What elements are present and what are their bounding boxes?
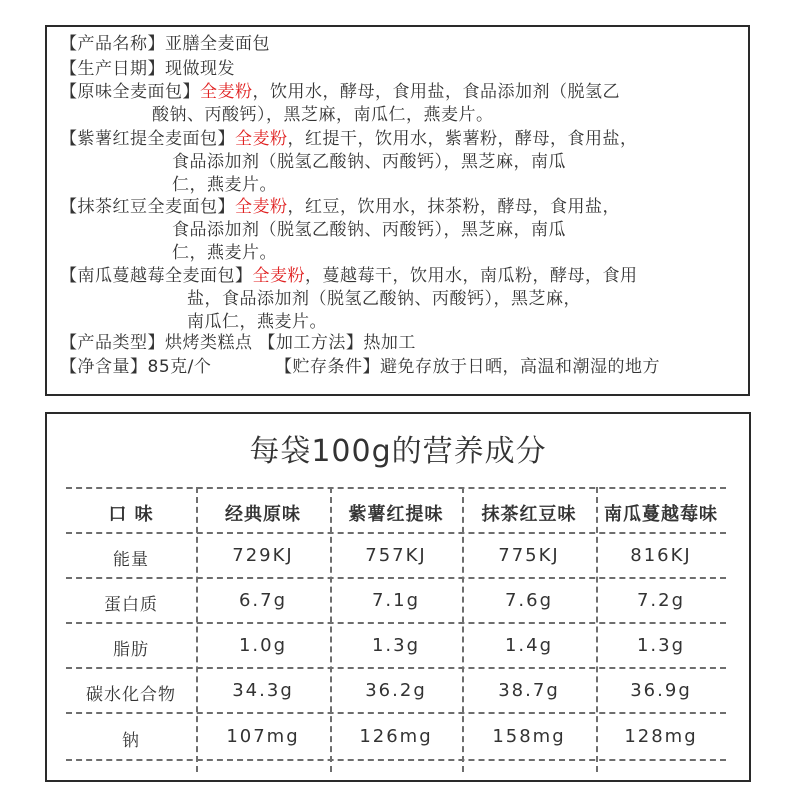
ingredients-text: 仁，燕麦片。 (172, 175, 277, 195)
table-divider (66, 532, 726, 534)
table-cell: 7.6g (504, 590, 554, 611)
highlight-text: 全麦粉 (235, 129, 288, 149)
table-cell: 729KJ (232, 545, 294, 566)
table-cell: 7.1g (371, 590, 421, 611)
row-label: 碳水化合物 (86, 685, 176, 705)
pumpkin-ingredients-line (60, 266, 638, 286)
ingredients-text: 仁，燕麦片。 (172, 243, 277, 263)
table-header: 南瓜蔓越莓味 (604, 504, 718, 525)
highlight-text: 全麦粉 (200, 82, 253, 102)
ingredients-text: ，蔓越莓干，饮用水，南瓜粉，酵母，食用 (305, 266, 638, 286)
ingredients-text: ，红提干，饮用水，紫薯粉，酵母，食用盐， (287, 129, 638, 149)
matcha-ingredients-line (60, 197, 620, 217)
storage-conditions: 【贮存条件】避免存放于日晒，高温和潮湿的地方 (275, 357, 660, 377)
net-content: 【净含量】85克/个 (60, 357, 212, 377)
variant-label: 【抹茶红豆全麦面包】 (60, 197, 235, 217)
nutrition-title: 每袋100g的营养成分 (249, 434, 547, 469)
table-header: 抹茶红豆味 (481, 504, 577, 525)
ingredients-text: 食品添加剂（脱氢乙酸钠、丙酸钙），黑芝麻，南瓜 (172, 152, 566, 172)
table-header: 紫薯红提味 (348, 504, 444, 525)
table-cell: 816KJ (630, 545, 692, 566)
table-cell: 36.9g (630, 680, 692, 701)
production-date: 【生产日期】现做现发 (60, 59, 235, 79)
ingredients-text: 食品添加剂（脱氢乙酸钠、丙酸钙），黑芝麻，南瓜 (172, 220, 566, 240)
table-cell: 107mg (226, 726, 300, 747)
variant-label: 【紫薯红提全麦面包】 (60, 129, 235, 149)
ingredients-text: 盐，食品添加剂（脱氢乙酸钠、丙酸钙），黑芝麻， (187, 289, 581, 309)
row-label: 蛋白质 (104, 595, 158, 615)
variant-label: 【南瓜蔓越莓全麦面包】 (60, 266, 253, 286)
highlight-text: 全麦粉 (235, 197, 288, 217)
table-divider (66, 577, 726, 579)
table-cell: 1.3g (636, 635, 686, 656)
variant-label: 【原味全麦面包】 (60, 82, 200, 102)
table-cell: 34.3g (232, 680, 294, 701)
table-cell: 126mg (359, 726, 433, 747)
table-cell: 6.7g (238, 590, 288, 611)
table-cell: 757KJ (365, 545, 427, 566)
table-header: 口 味 (108, 504, 154, 525)
table-cell: 7.2g (636, 590, 686, 611)
original-ingredients-line (60, 82, 620, 102)
table-cell: 775KJ (498, 545, 560, 566)
ingredients-text: ，饮用水，酵母，食用盐，食品添加剂（脱氢乙 (252, 82, 620, 102)
ingredients-text: ，红豆，饮用水，抹茶粉，酵母，食用盐， (287, 197, 620, 217)
table-header: 经典原味 (225, 504, 301, 525)
ingredients-text: 南瓜仁，燕麦片。 (187, 312, 327, 332)
table-divider (66, 667, 726, 669)
table-cell: 38.7g (498, 680, 560, 701)
table-cell: 1.3g (371, 635, 421, 656)
table-cell: 1.4g (504, 635, 554, 656)
purple-potato-ingredients-line (60, 129, 638, 149)
product-type: 【产品类型】烘烤类糕点 【加工方法】热加工 (60, 333, 416, 353)
product-name: 【产品名称】亚膳全麦面包 (60, 34, 270, 54)
table-divider (66, 487, 726, 489)
table-divider (66, 622, 726, 624)
table-divider (66, 712, 726, 714)
highlight-text: 全麦粉 (252, 266, 305, 286)
ingredients-text: 酸钠、丙酸钙），黑芝麻，南瓜仁，燕麦片。 (152, 105, 494, 125)
table-cell: 36.2g (365, 680, 427, 701)
table-cell: 128mg (624, 726, 698, 747)
row-label: 能量 (113, 550, 149, 570)
table-divider (66, 759, 726, 761)
table-cell: 158mg (492, 726, 566, 747)
row-label: 脂肪 (113, 640, 149, 660)
table-cell: 1.0g (238, 635, 288, 656)
row-label: 钠 (122, 731, 140, 751)
